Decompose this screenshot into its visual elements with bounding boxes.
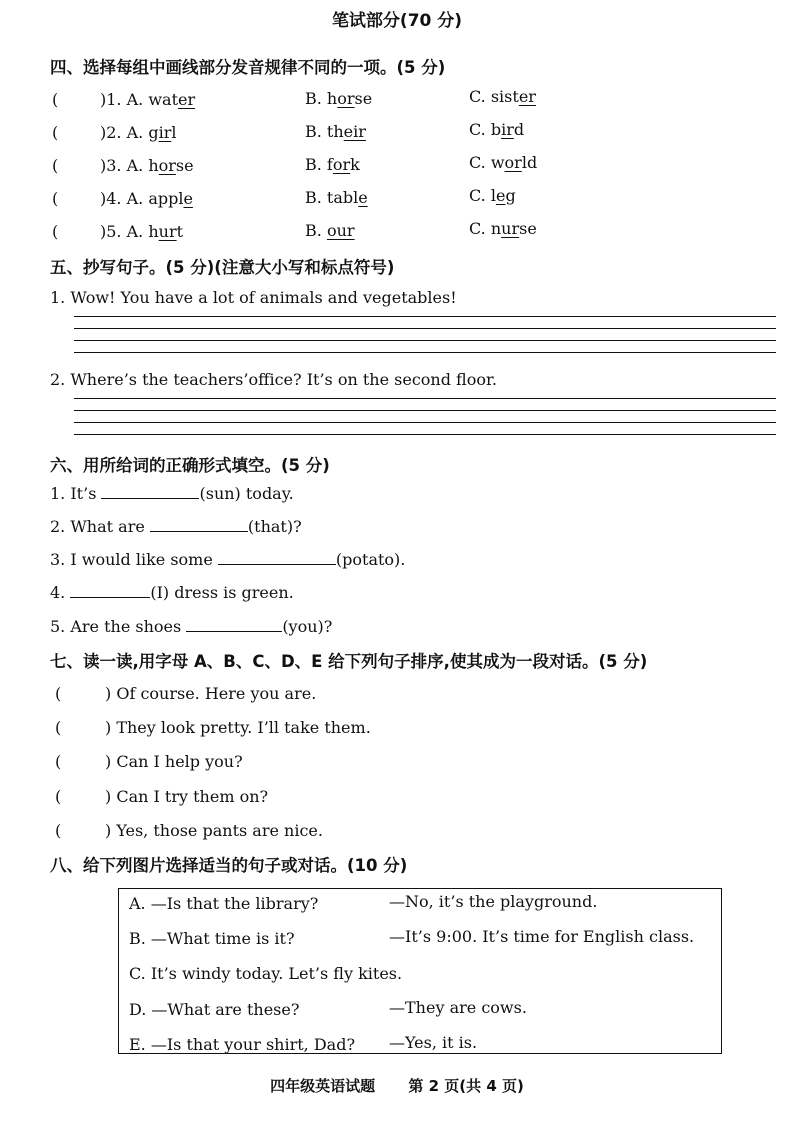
fill-item-1-post: (sun) today. [199, 484, 294, 503]
option-d-left: D. —What are these? [129, 1000, 300, 1019]
answer-paren[interactable]: ( [52, 90, 59, 109]
copy-sentence-2: 2. Where’s the teachers’office? It’s on the second floor. [50, 370, 497, 389]
order-paren[interactable]: ( [55, 752, 62, 771]
question-2 [100, 123, 176, 142]
option-c-post: d [513, 120, 525, 139]
writing-lines-1 [74, 316, 776, 356]
option-b-pre: B. f [305, 155, 333, 174]
order-paren[interactable]: ( [55, 718, 62, 737]
fill-item-3-post: (potato). [335, 550, 406, 569]
section-7-heading: 七、读一读,用字母 A、B、C、D、E 给下列句子排序,使其成为一段对话。(5 分) [50, 652, 648, 671]
option-c [469, 186, 516, 205]
close-paren: ) [100, 189, 107, 208]
question-number: 5. [106, 222, 127, 241]
question-4 [100, 189, 193, 208]
option-c-underlined: ir [501, 120, 514, 139]
option-c-pre: C. b [469, 120, 502, 139]
option-c-pre: C. l [469, 186, 496, 205]
option-b-underlined: e [358, 188, 368, 207]
section-8-heading: 八、给下列图片选择适当的句子或对话。(10 分) [50, 856, 408, 875]
fill-item-3 [50, 550, 405, 569]
option-b [305, 188, 368, 207]
options-box [118, 888, 722, 1054]
option-b-underlined: eir [343, 122, 366, 141]
copy-sentence-1: 1. Wow! You have a lot of animals and vegetables! [50, 288, 457, 307]
fill-item-5-post: (you)? [282, 617, 333, 636]
option-c-pre: C. n [469, 219, 502, 238]
close-paren: ) [100, 156, 107, 175]
option-a-post: t [176, 222, 184, 241]
answer-blank-4[interactable] [70, 583, 150, 598]
option-d-right: —They are cows. [389, 998, 527, 1017]
section-5-heading: 五、抄写句子。(5 分)(注意大小写和标点符号) [50, 258, 395, 277]
option-b-post: k [350, 155, 360, 174]
footer-subject: 四年级英语试题 [270, 1077, 376, 1095]
option-a-pre: A. h [126, 156, 159, 175]
option-a-underlined: ur [158, 222, 177, 241]
option-b [305, 89, 372, 108]
option-b-underlined: or [332, 155, 351, 174]
option-c-pre: C. sist [469, 87, 519, 106]
option-a-post: se [175, 156, 194, 175]
answer-paren[interactable]: ( [52, 189, 59, 208]
order-paren[interactable]: ( [55, 821, 62, 840]
fill-item-1 [50, 484, 294, 503]
option-b-pre: B. [305, 221, 327, 240]
option-a-underlined: ir [158, 123, 172, 142]
option-a-right: —No, it’s the playground. [389, 892, 598, 911]
fill-item-2 [50, 517, 302, 536]
option-c-post: se [519, 219, 537, 238]
option-b-underlined: our [326, 221, 355, 240]
question-3 [100, 156, 194, 175]
option-c-underlined: or [504, 153, 522, 172]
answer-paren[interactable]: ( [52, 156, 59, 175]
question-5 [100, 222, 183, 241]
option-b-pre: B. h [305, 89, 338, 108]
writing-lines-2 [74, 398, 776, 438]
question-number: 2. [106, 123, 127, 142]
fill-item-1-pre: 1. It’s [50, 484, 102, 503]
fill-item-4-post: (I) dress is green. [150, 583, 294, 602]
option-c-underlined: e [495, 186, 506, 205]
option-a-underlined: er [178, 90, 196, 109]
page-footer [0, 1075, 794, 1096]
answer-blank-5[interactable] [186, 617, 282, 632]
option-b [305, 155, 360, 174]
option-a-pre: A. wat [126, 90, 178, 109]
dialogue-sentence-3: ) Can I help you? [105, 752, 243, 771]
answer-blank-2[interactable] [150, 517, 248, 532]
page-title: 笔试部分(70 分) [331, 11, 463, 31]
option-a-pre: A. g [126, 123, 159, 142]
option-c-underlined: er [518, 87, 536, 106]
question-number: 3. [106, 156, 127, 175]
question-number: 4. [106, 189, 127, 208]
fill-item-2-pre: 2. What are [50, 517, 150, 536]
option-c-post: ld [521, 153, 538, 172]
option-b-right: —It’s 9:00. It’s time for English class. [389, 927, 695, 946]
order-paren[interactable]: ( [55, 684, 62, 703]
option-c-underlined: ur [501, 219, 520, 238]
option-a-pre: A. appl [126, 189, 184, 208]
option-b-pre: B. tabl [305, 188, 359, 207]
order-paren[interactable]: ( [55, 787, 62, 806]
option-a-underlined: or [158, 156, 176, 175]
fill-item-5 [50, 617, 332, 636]
option-b-left: B. —What time is it? [129, 929, 295, 948]
option-a-left: A. —Is that the library? [129, 894, 319, 913]
option-c-left: C. It’s windy today. Let’s fly kites. [129, 964, 403, 983]
option-c [469, 120, 524, 139]
fill-item-3-pre: 3. I would like some [50, 550, 218, 569]
option-b [305, 221, 355, 240]
option-b [305, 122, 366, 141]
option-a-pre: A. h [126, 222, 159, 241]
answer-blank-3[interactable] [218, 550, 336, 565]
option-c-pre: C. w [469, 153, 505, 172]
dialogue-sentence-4: ) Can I try them on? [105, 787, 269, 806]
dialogue-sentence-5: ) Yes, those pants are nice. [105, 821, 323, 840]
fill-item-4-pre: 4. [50, 583, 71, 602]
option-c [469, 87, 536, 106]
section-6-heading: 六、用所给词的正确形式填空。(5 分) [50, 456, 330, 475]
question-1 [100, 90, 195, 109]
section-4-heading: 四、选择每组中画线部分发音规律不同的一项。(5 分) [50, 58, 446, 77]
fill-item-2-post: (that)? [247, 517, 302, 536]
option-c [469, 219, 537, 238]
question-number: 1. [106, 90, 127, 109]
option-b-pre: B. th [305, 122, 344, 141]
option-c [469, 153, 537, 172]
close-paren: ) [100, 123, 107, 142]
close-paren: ) [100, 90, 107, 109]
close-paren: ) [100, 222, 107, 241]
answer-paren[interactable]: ( [52, 123, 59, 142]
dialogue-sentence-2: ) They look pretty. I’ll take them. [105, 718, 371, 737]
option-b-underlined: or [337, 89, 355, 108]
answer-blank-1[interactable] [101, 484, 199, 499]
option-a-post: l [171, 123, 177, 142]
fill-item-5-pre: 5. Are the shoes [50, 617, 187, 636]
option-e-left: E. —Is that your shirt, Dad? [129, 1035, 356, 1054]
footer-page-number: 第 2 页(共 4 页) [408, 1077, 524, 1095]
answer-paren[interactable]: ( [52, 222, 59, 241]
option-a-underlined: e [183, 189, 193, 208]
option-e-right: —Yes, it is. [389, 1033, 478, 1052]
option-c-post: g [505, 186, 516, 205]
fill-item-4 [50, 583, 294, 602]
option-b-post: se [354, 89, 373, 108]
dialogue-sentence-1: ) Of course. Here you are. [105, 684, 317, 703]
